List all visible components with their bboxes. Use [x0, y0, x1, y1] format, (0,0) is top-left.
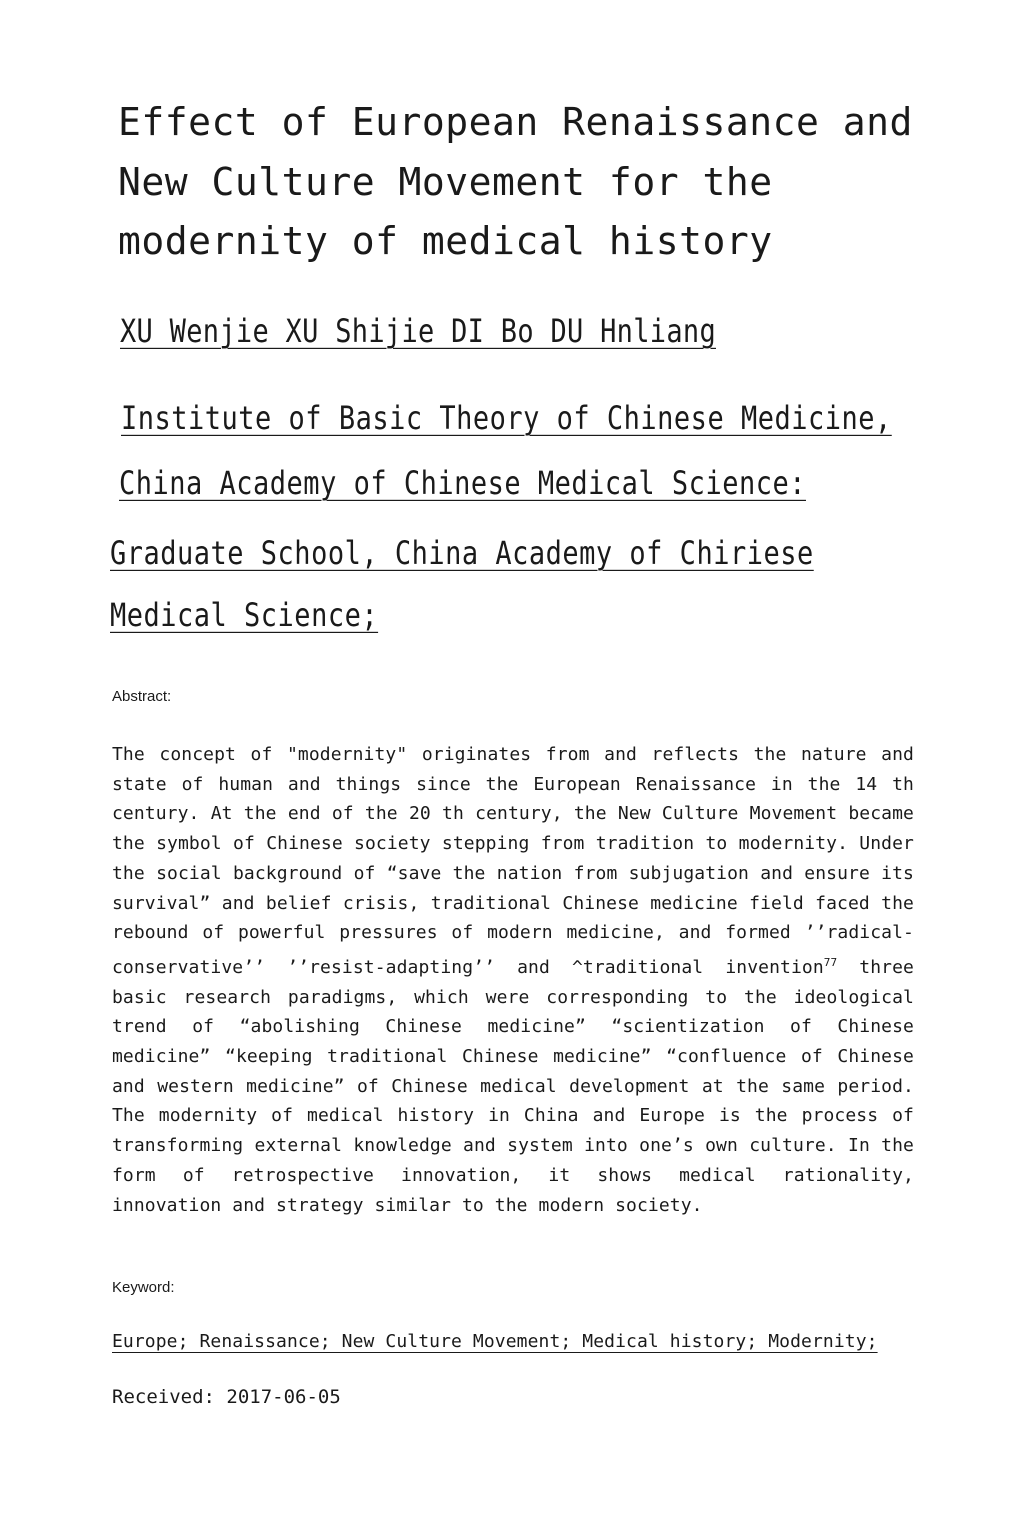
keyword-list: Europe; Renaissance; New Culture Movement; Medical history; Modernity;: [112, 1331, 878, 1352]
abstract-text-part-2: three basic research paradigms, which were corresponding to the ideological trend of “abolishing Chinese medicine” “scientization of Chinese medicine” “keeping traditional Chinese medicine” “confluence of Chinese and western medicine” of Chinese medical development at the same period. The modernity of medical history in China and Europe is the process of transforming external knowledge and system into one’s own culture. In the form of retrospective innovation, it shows medical rationality, innovation and strategy similar to the modern society.: [112, 956, 914, 1216]
affiliation-line-4: Medical Science;: [110, 597, 379, 635]
affiliation-line-1: Institute of Basic Theory of Chinese Medicine,: [121, 400, 892, 438]
paper-title-line-2: New Culture Movement for the: [118, 160, 773, 204]
received-date: Received: 2017-06-05: [112, 1386, 341, 1408]
abstract-label: Abstract:: [112, 688, 172, 705]
keyword-label: Keyword:: [112, 1279, 175, 1296]
paper-title-line-3: modernity of medical history: [118, 219, 773, 263]
affiliation-line-2: China Academy of Chinese Medical Science:: [119, 465, 806, 503]
abstract-text-part-1: The concept of "modernity" originates from and reflects the nature and state of human and things since the European Renaissance in the 14 th century. At the end of the 20 th century, the New Culture Movement became the symbol of Chinese society stepping from tradition to modernity. Under the social background of “save the nation from subjugation and ensure its survival” and belief crisis, traditional Chinese medicine field faced the rebound of powerful pressures of modern medicine, and formed ’’radical-conservative’’ ’’resist-adapting’’ and ^traditional invention: [112, 744, 914, 978]
abstract-text: [112, 740, 914, 1220]
affiliation-line-3: Graduate School, China Academy of Chiriese: [110, 535, 814, 573]
author-list: XU Wenjie XU Shijie DI Bo DU Hnliang: [120, 313, 716, 351]
paper-title-line-1: Effect of European Renaissance and: [118, 100, 913, 144]
abstract-superscript: 77: [823, 955, 838, 969]
